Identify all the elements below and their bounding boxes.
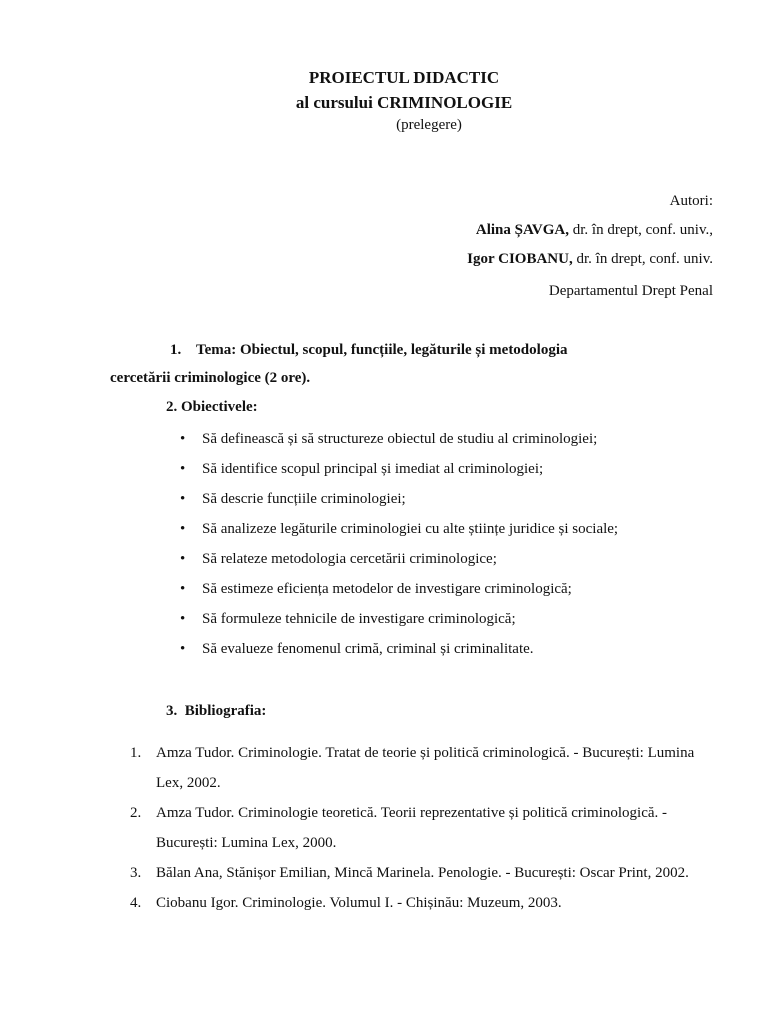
bullet-icon: • — [180, 461, 186, 477]
section-3-title: 3. Bibliografia: — [166, 703, 267, 719]
bullet-icon: • — [180, 611, 186, 627]
section-1-title-line2: cercetării criminologice (2 ore). — [110, 370, 311, 386]
list-item: • Să identifice scopul principal și imediat al criminologiei; — [180, 458, 618, 488]
objectives-list — [180, 428, 618, 668]
author-2-name: Igor CIOBANU, — [467, 251, 573, 267]
bibliography-list — [130, 738, 720, 918]
document-type: (prelegere) — [396, 117, 462, 133]
list-item: • Să evalueze fenomenul crimă, criminal și criminalitate. — [180, 638, 618, 668]
author-2-title: dr. în drept, conf. univ. — [572, 251, 713, 267]
list-item: • Să estimeze eficiența metodelor de investigare criminologică; — [180, 578, 618, 608]
department: Departamentul Drept Penal — [548, 283, 713, 299]
list-item: • Să analizeze legăturile criminologiei cu alte științe juridice și sociale; — [180, 518, 618, 548]
list-item: 1. Amza Tudor. Criminologie. Tratat de teorie și politică criminologică. - București: Lumina Lex, 2002. — [130, 745, 695, 791]
list-item: • Să definească și să structureze obiectul de studiu al criminologiei; — [180, 428, 618, 458]
list-item: • Să relateze metodologia cercetării criminologice; — [180, 548, 618, 578]
list-item: 4. Ciobanu Igor. Criminologie. Volumul I. - Chișinău: Muzeum, 2003. — [130, 895, 562, 911]
list-item: • Să descrie funcțiile criminologiei; — [180, 488, 618, 518]
bullet-icon: • — [180, 431, 186, 447]
list-item: 2. Amza Tudor. Criminologie teoretică. Teorii reprezentative și politică criminologică. - București: Lumina Lex, 2000. — [130, 805, 668, 851]
bullet-icon: • — [180, 641, 186, 657]
list-item: • Să formuleze tehnicile de investigare criminologică; — [180, 608, 618, 638]
document-title: PROIECTUL DIDACTIC — [308, 68, 500, 87]
author-1 — [476, 222, 713, 239]
document-subtitle: al cursului CRIMINOLOGIE — [295, 93, 513, 112]
section-2-title: 2. Obiectivele: — [166, 399, 258, 415]
bullet-icon: • — [180, 551, 186, 567]
list-item: 3. Bălan Ana, Stănișor Emilian, Mincă Marinela. Penologie. - București: Oscar Print, 2002. — [130, 865, 689, 881]
bullet-icon: • — [180, 581, 186, 597]
author-1-title: dr. în drept, conf. univ., — [568, 222, 713, 238]
authors-label: Autori: — [669, 193, 713, 209]
author-2 — [467, 251, 713, 268]
bullet-icon: • — [180, 491, 186, 507]
author-1-name: Alina ȘAVGA, — [475, 222, 569, 238]
bullet-icon: • — [180, 521, 186, 537]
section-1-title-line1: 1. Tema: Obiectul, scopul, funcțiile, legăturile și metodologia — [170, 342, 568, 358]
